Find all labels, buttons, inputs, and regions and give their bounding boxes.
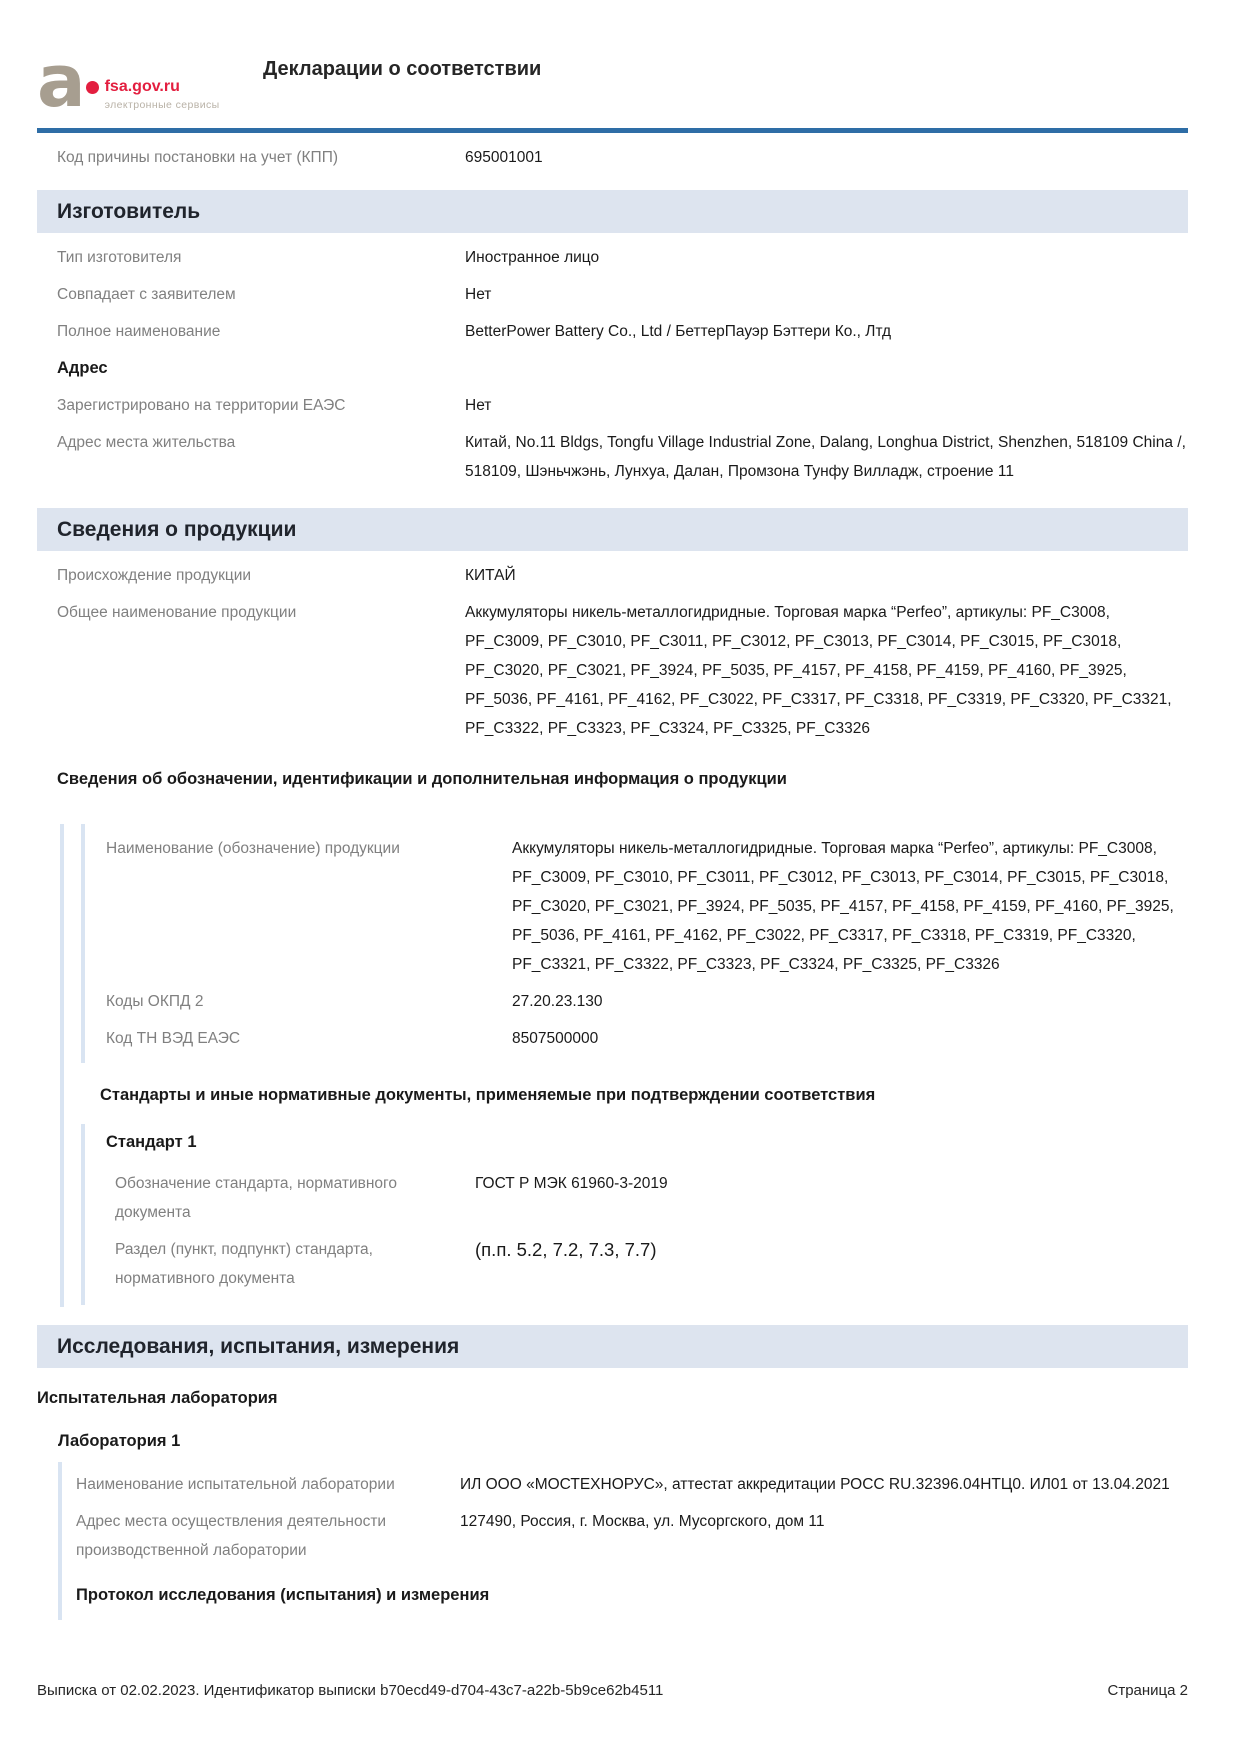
section-header-manufacturer: Изготовитель <box>37 190 1188 233</box>
red-dot-icon <box>86 81 99 94</box>
row-value: 27.20.23.130 <box>512 993 603 1010</box>
row-value: Аккумуляторы никель-металлогидридные. Торговая марка “Perfeo”, артикулы: PF_C3008, PF_C3009, PF_C3010, PF_C3011, PF_C3012, PF_C3013, PF_C3014, PF_C3015, PF_C3018, PF_C3020, PF_C3021, PF_3924, PF_5035, PF_4157, PF_4158, PF_4159, PF_4160, PF_3925, PF_5036, PF_4161, PF_4162, PF_C3022, PF_C3317, PF_C3318, PF_C3319, PF_C3320, PF_C3321, PF_C3322, PF_C3323, PF_C3324, PF_C3325, PF_C3326 <box>512 840 1174 973</box>
row-label: Тип изготовителя <box>57 249 182 266</box>
row-value: 8507500000 <box>512 1030 599 1047</box>
lab-heading: Испытательная лаборатория <box>37 1389 278 1407</box>
table-row <box>37 387 1188 424</box>
table-row <box>37 424 1188 490</box>
row-label: Полное наименование <box>57 323 221 340</box>
kpp-row <box>37 139 1188 176</box>
section-header-research: Исследования, испытания, измерения <box>37 1325 1188 1368</box>
row-value: Нет <box>465 397 492 414</box>
page-title: Декларации о соответствии <box>263 58 542 80</box>
row-value: ИЛ ООО «МОСТЕХНОРУС», аттестат аккредитации РОСС RU.32396.04НТЦ0. ИЛ01 от 13.04.2021 <box>460 1476 1170 1493</box>
row-label: Происхождение продукции <box>57 567 252 584</box>
row-value: Нет <box>465 286 492 303</box>
identification-block <box>60 824 1188 1307</box>
row-value: Аккумуляторы никель-металлогидридные. Торговая марка “Perfeo”, артикулы: PF_C3008, PF_C3009, PF_C3010, PF_C3011, PF_C3012, PF_C3013, PF_C3014, PF_C3015, PF_C3018, PF_C3020, PF_C3021, PF_3924, PF_5035, PF_4157, PF_4158, PF_4159, PF_4160, PF_3925, PF_5036, PF_4161, PF_4162, PF_C3022, PF_C3317, PF_C3318, PF_C3319, PF_C3320, PF_C3321, PF_C3322, PF_C3323, PF_C3324, PF_C3325, PF_C3326 <box>465 604 1172 737</box>
header-divider <box>37 128 1188 133</box>
row-label: Код ТН ВЭД ЕАЭС <box>106 1030 241 1047</box>
row-value: (п.п. 5.2, 7.2, 7.3, 7.7) <box>475 1239 657 1260</box>
fsa-logo-letter-icon: a <box>37 39 84 123</box>
page-footer <box>37 1682 1188 1699</box>
row-label: Коды ОКПД 2 <box>106 993 204 1010</box>
table-row <box>37 239 1188 276</box>
fsa-tagline: электронные сервисы <box>104 99 220 111</box>
footer-page-number: Страница 2 <box>1107 1682 1188 1699</box>
lab-title: Лаборатория 1 <box>58 1432 181 1450</box>
table-row <box>106 830 1188 983</box>
standard-title: Стандарт 1 <box>106 1133 197 1151</box>
row-label: Адрес места жительства <box>57 434 236 451</box>
table-row <box>76 1466 1188 1503</box>
address-subheading: Адрес <box>57 359 108 377</box>
table-row <box>37 276 1188 313</box>
table-row <box>76 1503 1188 1569</box>
row-label: Адрес места осуществления деятельности производственной лаборатории <box>76 1513 387 1559</box>
row-value: ГОСТ Р МЭК 61960-3-2019 <box>475 1175 668 1192</box>
row-label: Раздел (пункт, подпункт) стандарта, нормативного документа <box>115 1241 373 1287</box>
fsa-brand: fsa.gov.ru <box>104 78 180 95</box>
row-value: Иностранное лицо <box>465 249 600 266</box>
footer-extract-info: Выписка от 02.02.2023. Идентификатор выписки b70ecd49-d704-43c7-a22b-5b9ce62b4511 <box>37 1682 664 1699</box>
row-label: Зарегистрировано на территории ЕАЭС <box>57 397 346 414</box>
section-header-product: Сведения о продукции <box>37 508 1188 551</box>
row-value: 127490, Россия, г. Москва, ул. Мусоргского, дом 11 <box>460 1513 825 1530</box>
kpp-label: Код причины постановки на учет (КПП) <box>57 149 338 166</box>
row-value: BetterPower Battery Co., Ltd / БеттерПауэр Бэттери Ко., Лтд <box>465 323 892 340</box>
page-header <box>37 39 1188 128</box>
row-label: Наименование (обозначение) продукции <box>106 840 400 857</box>
standards-heading: Стандарты и иные нормативные документы, применяемые при подтверждении соответствия <box>100 1086 876 1104</box>
identification-inner-block <box>81 824 1188 1063</box>
table-row <box>37 594 1188 747</box>
identification-heading: Сведения об обозначении, идентификации и дополнительная информация о продукции <box>57 770 787 788</box>
fsa-logo <box>37 39 225 123</box>
kpp-value: 695001001 <box>465 149 543 166</box>
table-row <box>106 1231 1188 1297</box>
row-label: Наименование испытательной лаборатории <box>76 1476 395 1493</box>
table-row <box>106 983 1188 1020</box>
table-row <box>37 313 1188 350</box>
lab-block <box>58 1462 1188 1620</box>
table-row <box>37 557 1188 594</box>
standard-block <box>81 1124 1188 1305</box>
table-row <box>106 1020 1188 1057</box>
row-label: Совпадает с заявителем <box>57 286 236 303</box>
row-value: Китай, No.11 Bldgs, Tongfu Village Industrial Zone, Dalang, Longhua District, Shenzhen, 518109 China /, 518109, Шэньчжэнь, Лунхуа, Далан, Промзона Тунфу Вилладж, строение 11 <box>465 434 1186 480</box>
table-row <box>106 1165 1188 1231</box>
row-label: Общее наименование продукции <box>57 604 297 621</box>
fsa-logo-text <box>86 78 220 111</box>
row-value: КИТАЙ <box>465 567 516 584</box>
protocol-heading: Протокол исследования (испытания) и измерения <box>76 1586 490 1604</box>
row-label: Обозначение стандарта, нормативного документа <box>115 1175 397 1221</box>
